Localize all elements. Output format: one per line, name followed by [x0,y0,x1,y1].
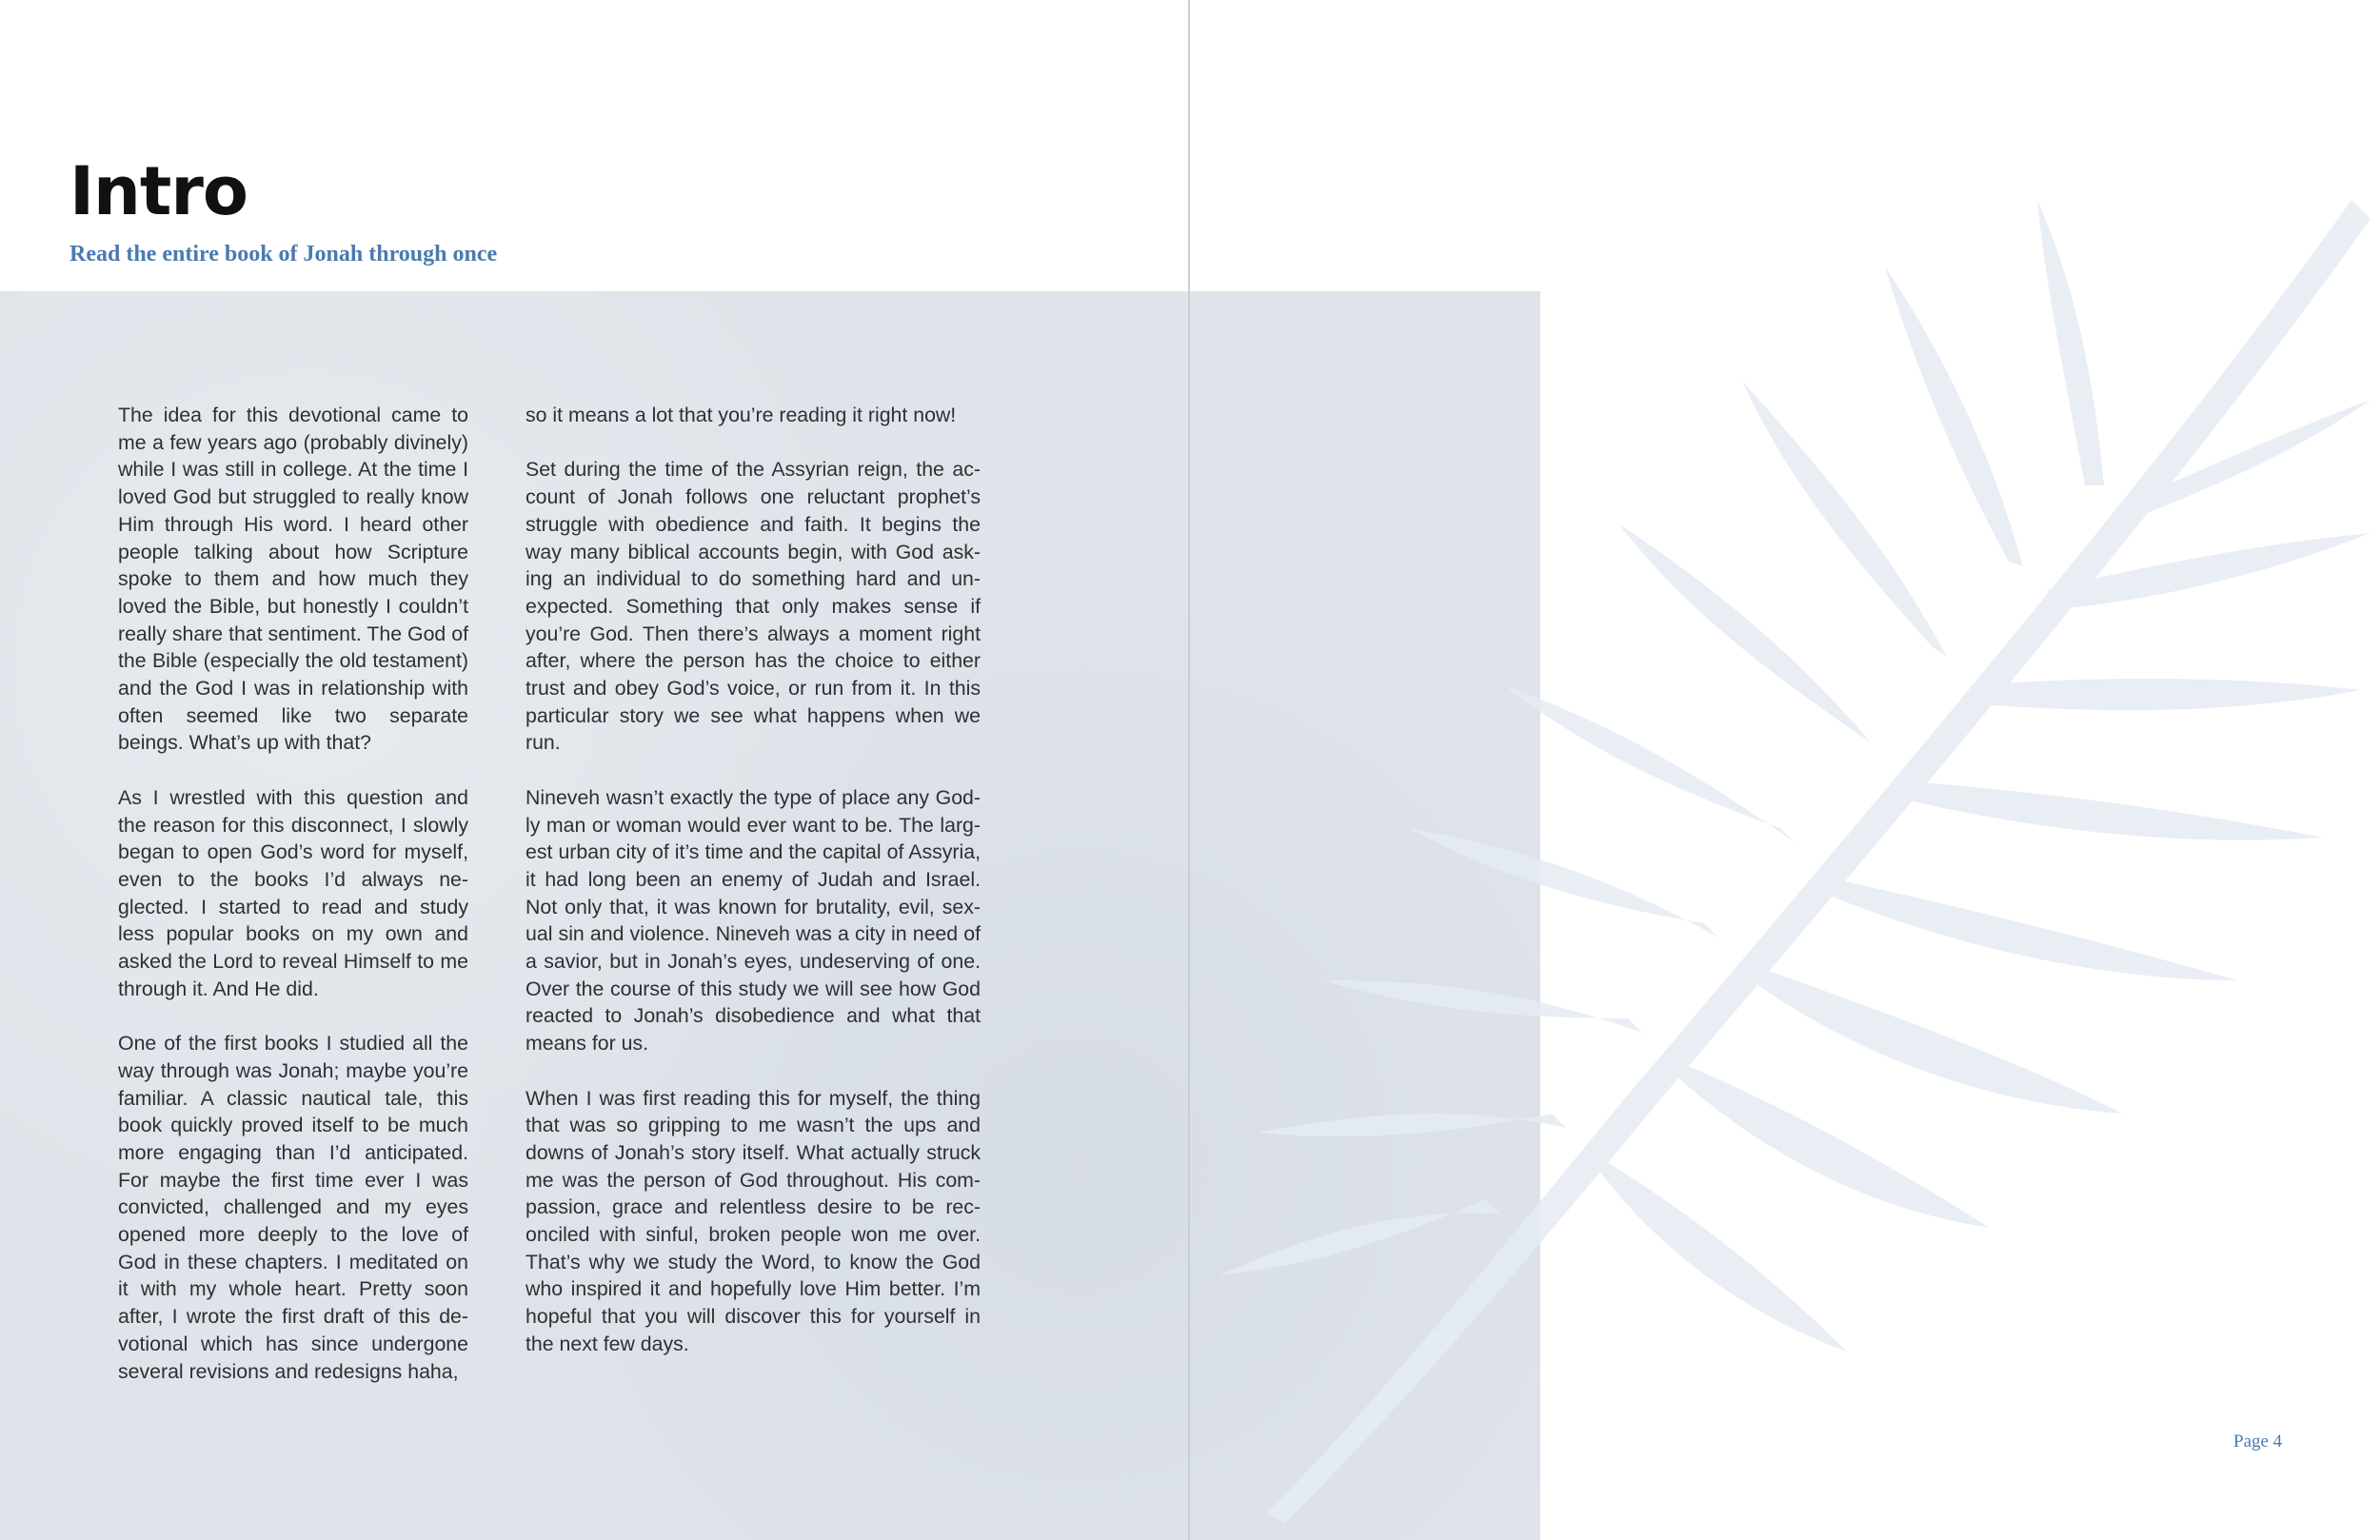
page-subtitle: Read the entire book of Jonah through once [69,242,498,267]
page-title: Intro [69,152,248,230]
paragraph: so it means a lot that you’re reading it right now! [526,404,957,426]
paragraph: One of the first books I studied all the way through was Jonah; maybe you’re familiar. A classic nautical tale, this book quickly proved itself to be much more engaging than I’d anticipated. For maybe the first time ever I was convicted, challenged and my eyes opened more deeply to the love of God in these chapters. I meditated on it with my whole heart. Pretty soon after, I wrote the first draft of this devotional which has since undergone several revisions and redesigns haha, [118,1032,468,1383]
paragraph: As I wrestled with this question and the reason for this disconnect, I slowly began to open God’s word for myself, even to the books I’d always neglected. I started to read and study less popular books on my own and asked the Lord to reveal Himself to me through it. And He did. [118,785,468,1000]
page-gutter-divider [1188,0,1190,1540]
palm-leaf-icon [1095,143,2380,1523]
paragraph: Set during the time of the Assyrian reign, the account of Jonah follows one reluctant prophet’s struggle with obedience and faith. It begins the way many biblical accounts begin, with God asking an individual to do something hard and unexpected. Something that only makes sense if you’re God. Then there’s always a moment right after, where the person has the choice to either trust and obey God’s voice, or run from it. In this particular story we see what happens when we run. [526,458,981,755]
page-number: Page 4 [2233,1431,2283,1451]
paragraph: Nineveh wasn’t exactly the type of place any Godly man or woman would ever want to be. The largest urban city of it’s time and the capital of Assyria, it had long been an enemy of Judah and Israel. Not only that, it was known for brutality, evil, sexual sin and violence. Nineveh was a city in need of a savior, but in Jonah’s eyes, undeserving of one. Over the course of this study we will see how God reacted to Jonah’s disobedience and what that means for us. [526,785,981,1056]
paragraph: When I was first reading this for myself, the thing that was so gripping to me wasn’t the ups and downs of Jonah’s story itself. What actually struck me was the person of God throughout. His compassion, grace and relentless desire to be reconciled with sinful, broken people won me over. That’s why we study the Word, to know the God who inspired it and hopefully love Him better. I’m hopeful that you will discover this for yourself in the next few days. [526,1086,981,1355]
paragraph: The idea for this devotional came to me a few years ago (probably divinely) while I was still in college. At the time I loved God but struggled to really know Him through His word. I heard other people talking about how Scripture spoke to them and how much they loved the Bible, but honestly I couldn’t really share that sentiment. The God of the Bible (especially the old testament) and the God I was in relationship with often seemed like two separate beings. What’s up with that? [118,404,468,755]
text-column-2 [526,402,981,1385]
text-column-1 [118,402,468,1412]
